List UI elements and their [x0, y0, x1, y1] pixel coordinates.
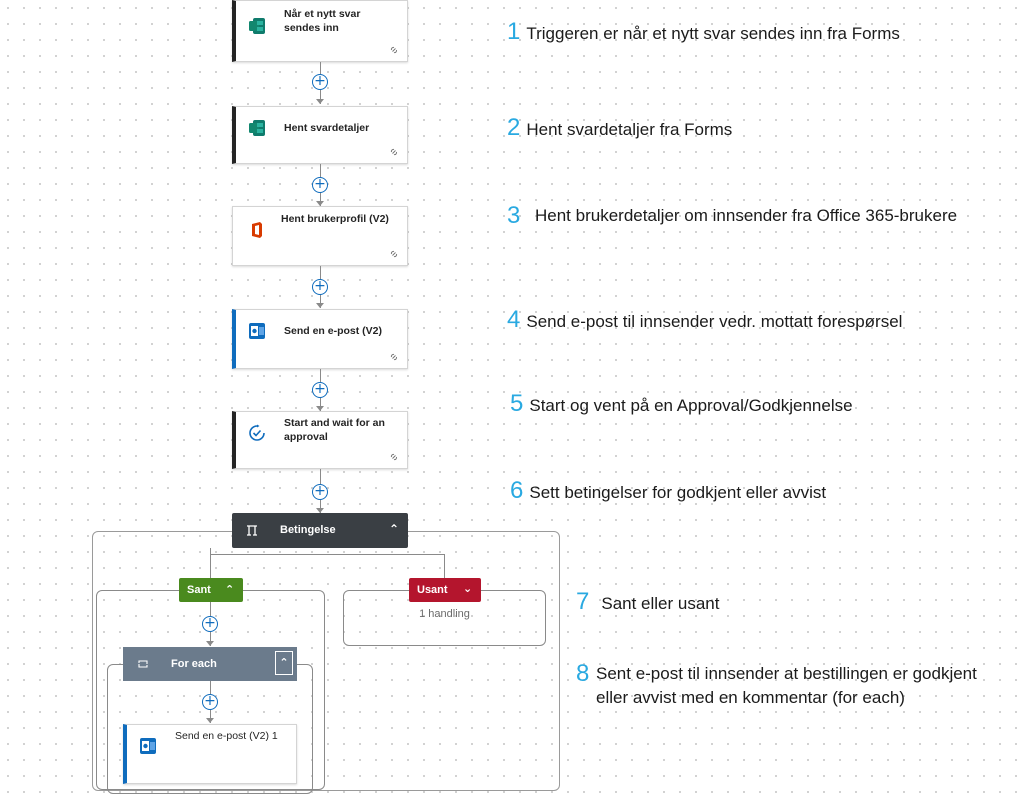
false-branch-header[interactable] [409, 578, 481, 602]
annotation-8 [576, 662, 1006, 710]
step-approval-card[interactable] [232, 411, 408, 469]
annotation-number: 8 [576, 660, 590, 687]
outlook-icon [248, 322, 266, 340]
annotation-number: 5 [510, 390, 524, 417]
step-get-response-title: Hent svardetaljer [284, 122, 370, 134]
add-step-button-1[interactable]: + [312, 74, 328, 90]
add-step-button-5[interactable]: + [312, 484, 328, 500]
forms-icon [248, 119, 266, 137]
chevron-up-icon[interactable]: ⌃ [389, 522, 400, 536]
foreach-header[interactable] [123, 647, 297, 681]
step-trigger-card[interactable] [232, 0, 408, 62]
inner-send-email-title: Send en e-post (V2) 1 [175, 730, 278, 742]
true-branch-label: Sant [187, 584, 211, 596]
step-send-email-card[interactable] [232, 309, 408, 369]
annotation-5 [510, 392, 853, 418]
true-branch-header[interactable] [179, 578, 243, 602]
add-step-button-7[interactable]: + [202, 694, 218, 710]
annotation-text: Start og vent på en Approval/Godkjennelse [529, 396, 853, 415]
annotation-number: 2 [507, 114, 521, 141]
step-send-email-title: Send en e-post (V2) [284, 325, 383, 337]
link-icon [389, 452, 399, 462]
annotation-4 [507, 308, 902, 334]
annotation-1 [507, 20, 900, 46]
condition-icon [246, 525, 258, 536]
annotation-2 [507, 116, 732, 142]
annotation-6 [510, 479, 826, 505]
false-branch-label: Usant [417, 584, 448, 596]
annotation-text: Hent svardetaljer fra Forms [526, 120, 733, 139]
link-icon [389, 45, 399, 55]
annotation-3 [507, 204, 987, 228]
annotation-number: 6 [510, 477, 524, 504]
step-get-profile-card[interactable] [232, 206, 408, 266]
step-approval-title: Start and wait for an approval [284, 417, 385, 443]
annotation-text: Sett betingelser for godkjent eller avvist [529, 483, 827, 502]
link-icon [389, 147, 399, 157]
loop-icon [137, 659, 149, 669]
chevron-down-icon: ⌄ [463, 582, 473, 595]
office-icon [248, 221, 266, 239]
step-get-profile-title: Hent brukerprofil (V2) [281, 213, 389, 225]
add-step-button-3[interactable]: + [312, 279, 328, 295]
add-step-button-6[interactable]: + [202, 616, 218, 632]
link-icon [389, 249, 399, 259]
chevron-up-icon: ⌃ [225, 583, 235, 596]
foreach-title: For each [171, 658, 217, 670]
add-step-button-4[interactable]: + [312, 382, 328, 398]
collapse-button[interactable]: ⌃ [275, 651, 293, 675]
step-get-response-card[interactable] [232, 106, 408, 164]
inner-send-email-card[interactable] [123, 724, 297, 784]
false-branch-action-count: 1 handling [419, 608, 470, 620]
annotation-text: Triggeren er når et nytt svar sendes inn fra Forms [526, 24, 900, 43]
annotation-text: Hent brukerdetaljer om innsender fra Office 365-brukere [535, 206, 958, 225]
annotation-number: 1 [507, 18, 521, 45]
annotation-text: Sent e-post til innsender at bestillingen er godkjent eller avvist med en kommentar (for each) [596, 664, 977, 707]
annotation-number: 7 [576, 588, 590, 615]
annotation-7 [576, 590, 720, 616]
annotation-text: Send e-post til innsender vedr. mottatt forespørsel [526, 312, 903, 331]
approval-icon [248, 424, 266, 442]
condition-header[interactable] [232, 513, 408, 548]
link-icon [389, 352, 399, 362]
annotation-number: 3 [507, 202, 521, 229]
annotation-number: 4 [507, 306, 521, 333]
outlook-icon [139, 737, 157, 755]
forms-icon [248, 17, 266, 35]
condition-title: Betingelse [280, 524, 336, 536]
add-step-button-2[interactable]: + [312, 177, 328, 193]
step-trigger-title: Når et nytt svar sendes inn [284, 8, 361, 34]
annotation-text: Sant eller usant [601, 594, 720, 613]
